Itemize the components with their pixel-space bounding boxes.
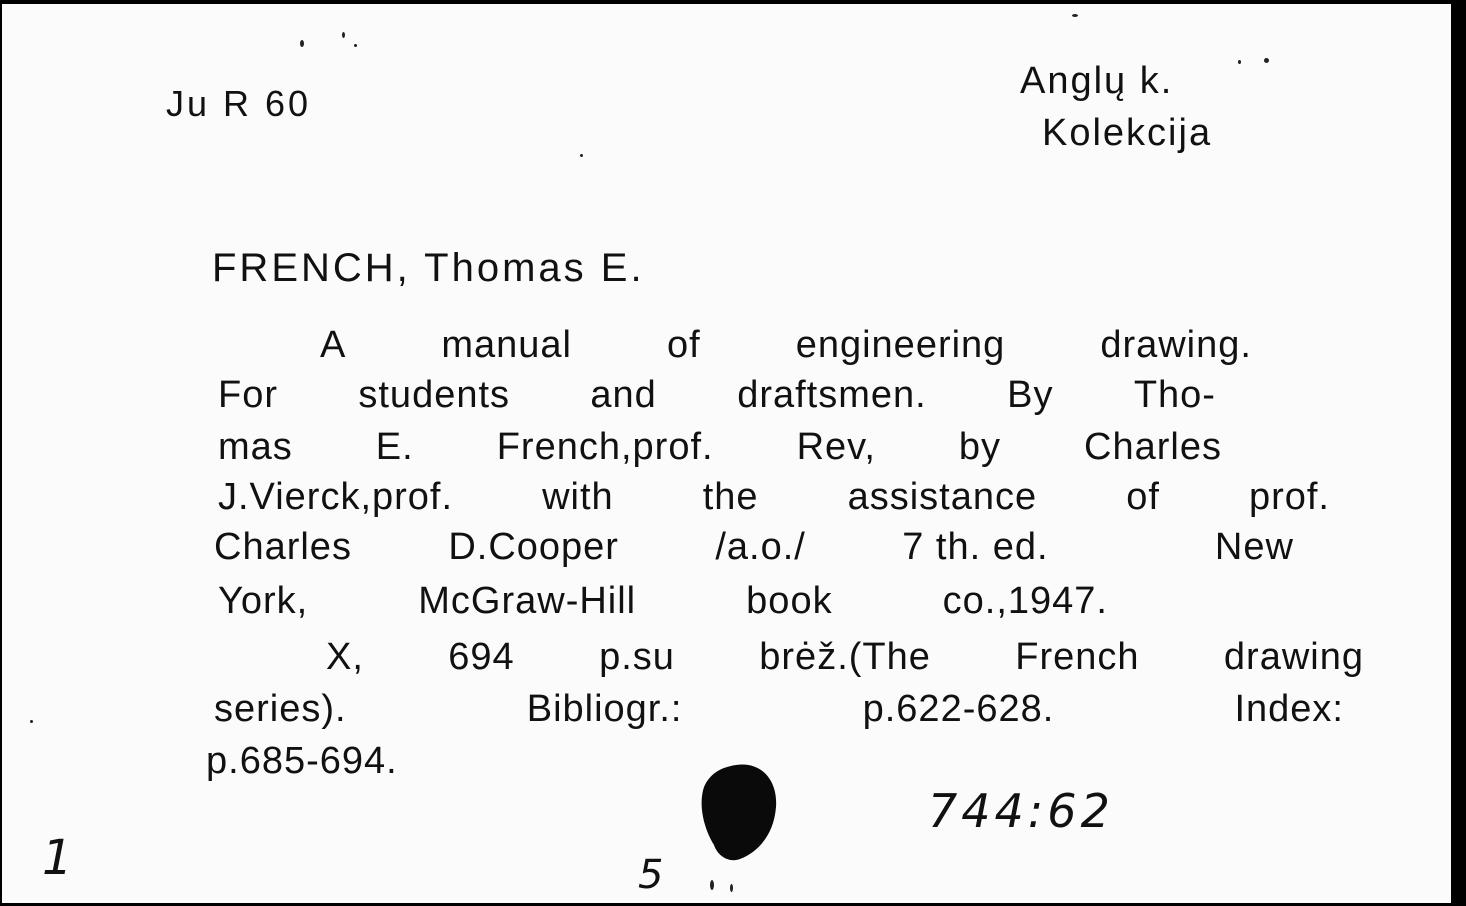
collection-language: Anglų k. — [1020, 60, 1174, 102]
word: brėž.(The — [759, 636, 931, 678]
description-line-3 — [218, 428, 1222, 466]
author-heading: FRENCH, Thomas E. — [212, 246, 645, 290]
catalog-card — [2, 4, 1451, 903]
word: book — [746, 580, 833, 622]
ink-blot — [690, 759, 800, 869]
description-line-6 — [218, 582, 1108, 620]
description-line-1 — [320, 326, 1252, 364]
collation-line-1 — [326, 638, 1364, 676]
word: E. — [375, 426, 414, 468]
collation-line-3 — [206, 742, 398, 780]
handwritten-mark: 5 — [638, 852, 664, 898]
word: Rev, — [796, 426, 876, 468]
handwritten-classification: 744:62 — [928, 784, 1114, 838]
word: Bibliogr.: — [526, 688, 683, 730]
word: By — [1007, 374, 1054, 416]
word: D.Cooper — [448, 526, 619, 568]
word: manual — [441, 324, 572, 366]
word: prof. — [1248, 476, 1330, 518]
collection-label: Kolekcija — [1042, 112, 1213, 154]
word: Index: — [1234, 688, 1344, 730]
word: drawing — [1223, 636, 1364, 678]
word: /a.o./ — [715, 526, 806, 568]
word: French,prof. — [496, 426, 714, 468]
word: of — [667, 324, 701, 366]
word: J.Vierck,prof. — [218, 476, 454, 518]
scan-edge — [1451, 0, 1466, 906]
word: of — [1126, 476, 1160, 518]
handwritten-number: 1 — [42, 830, 73, 886]
word: draftsmen. — [737, 374, 927, 416]
word: assistance — [847, 476, 1038, 518]
description-line-5 — [214, 528, 1294, 566]
word: Charles — [214, 526, 352, 568]
word: p.622-628. — [862, 688, 1055, 730]
speck — [342, 32, 345, 38]
speck — [354, 44, 357, 47]
speck — [300, 40, 304, 47]
speck — [580, 154, 583, 157]
word: X, — [326, 636, 364, 678]
word: A — [320, 324, 347, 366]
word: drawing. — [1100, 324, 1252, 366]
word: students — [358, 374, 511, 416]
word: For — [218, 374, 278, 416]
word: with — [542, 476, 614, 518]
word: Charles — [1084, 426, 1222, 468]
description-line-4 — [218, 478, 1330, 516]
word: Tho- — [1133, 374, 1216, 416]
speck — [30, 720, 33, 723]
description-line-2 — [218, 376, 1216, 414]
speck — [730, 884, 733, 892]
word: series). — [214, 688, 347, 730]
word: mas — [218, 426, 293, 468]
call-number: Ju R 60 — [166, 83, 312, 124]
speck — [1072, 14, 1078, 17]
speck — [1264, 58, 1269, 63]
word: French — [1015, 636, 1140, 678]
word: 7 th. ed. — [902, 526, 1049, 568]
word: McGraw-Hill — [418, 580, 637, 622]
word: p.685-694. — [206, 740, 398, 782]
word: co.,1947. — [942, 580, 1108, 622]
word: York, — [218, 580, 309, 622]
word: New — [1214, 526, 1294, 568]
word: by — [958, 426, 1002, 468]
speck — [1238, 60, 1241, 64]
speck — [710, 880, 714, 890]
collation-line-2 — [214, 690, 1344, 728]
word: engineering — [795, 324, 1006, 366]
word: and — [590, 374, 657, 416]
word: p.su — [599, 636, 675, 678]
word: 694 — [448, 636, 515, 678]
word: the — [702, 476, 759, 518]
